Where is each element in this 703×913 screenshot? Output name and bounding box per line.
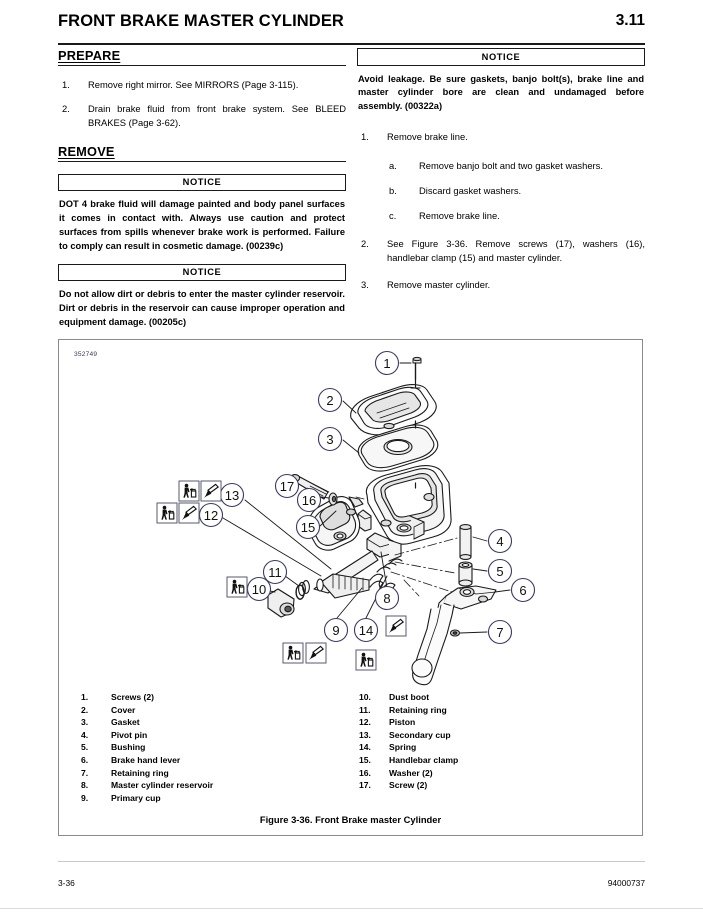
lubricant-cone-icon <box>386 616 406 636</box>
left-column <box>58 48 346 340</box>
legend-label: Gasket <box>111 717 140 728</box>
notice-bar-label: NOTICE <box>58 264 346 282</box>
remove-step-list-cont <box>357 237 645 292</box>
svg-text:16: 16 <box>301 493 317 508</box>
svg-text:9: 9 <box>332 623 340 638</box>
legend-label: Piston <box>389 717 416 728</box>
legend-number: 13. <box>359 729 371 740</box>
callout-13 <box>221 484 244 507</box>
svg-text:17: 17 <box>279 479 295 494</box>
remove-step-list <box>357 130 645 144</box>
legend-number: 5. <box>81 742 89 753</box>
legend-label: Master cylinder reservoir <box>111 780 214 791</box>
part-master-cylinder-reservoir <box>358 466 451 561</box>
callout-6 <box>512 579 535 602</box>
callout-1 <box>376 352 399 375</box>
svg-text:4: 4 <box>496 534 504 549</box>
legend-number: 9. <box>81 792 89 803</box>
callout-10 <box>248 578 271 601</box>
step-text: Remove right mirror. See MIRRORS (Page 3-115). <box>88 79 299 90</box>
svg-text:11: 11 <box>268 565 282 580</box>
step-text: See Figure 3-36. Remove screws (17), washers (16), handlebar clamp (15) and master cylinder. <box>387 237 645 263</box>
grease-person-icon <box>179 481 199 501</box>
footer-document-number: 94000737 <box>607 878 645 888</box>
part-bushing <box>459 562 472 586</box>
sub-step-number: a. <box>389 160 397 172</box>
step-number: 2. <box>361 237 369 249</box>
legend-label: Dust boot <box>389 692 430 702</box>
part-washer <box>329 493 337 505</box>
list-item <box>58 78 346 92</box>
legend-label: Retaining ring <box>111 767 169 778</box>
legend-number: 14. <box>359 742 371 753</box>
callout-12 <box>200 504 223 527</box>
callout-14 <box>355 619 378 642</box>
legend-number: 1. <box>81 692 89 702</box>
callout-17 <box>276 475 299 498</box>
list-item <box>357 130 645 144</box>
part-retaining-ring-7 <box>451 630 460 636</box>
legend-label: Cover <box>111 704 136 715</box>
page-header <box>58 12 645 42</box>
legend-label: Retaining ring <box>389 704 447 715</box>
sub-step-number: c. <box>389 210 397 222</box>
list-item <box>357 184 645 198</box>
svg-text:13: 13 <box>224 488 240 503</box>
part-dust-boot <box>268 589 294 617</box>
legend-label: Primary cup <box>111 792 161 803</box>
right-column <box>357 48 645 302</box>
callout-8 <box>376 587 399 610</box>
callout-5 <box>489 560 512 583</box>
svg-text:7: 7 <box>496 625 504 640</box>
lubricant-cone-icon <box>306 643 326 663</box>
footer-divider <box>58 861 645 862</box>
legend-number: 16. <box>359 767 371 778</box>
step-text: Remove brake line. <box>387 131 468 143</box>
sub-step-text: Remove brake line. <box>419 210 500 222</box>
figure-legend <box>59 692 644 802</box>
svg-text:2: 2 <box>326 393 334 408</box>
legend-label: Handlebar clamp <box>389 754 459 765</box>
grease-person-icon <box>157 503 177 523</box>
svg-text:14: 14 <box>358 623 374 638</box>
callout-9 <box>325 619 348 642</box>
lubricant-cone-icon <box>179 503 199 523</box>
step-number: 1. <box>361 131 369 143</box>
piston-assembly <box>303 574 369 598</box>
legend-label: Pivot pin <box>111 729 148 740</box>
legend-number: 7. <box>81 767 89 778</box>
part-pivot-pin <box>460 525 471 560</box>
legend-number: 17. <box>359 780 371 791</box>
legend-label: Spring <box>389 742 417 753</box>
legend-number: 8. <box>81 780 89 791</box>
legend-label: Secondary cup <box>389 729 451 740</box>
legend-label: Bushing <box>111 742 146 753</box>
svg-text:6: 6 <box>519 583 527 598</box>
svg-text:3: 3 <box>326 432 334 447</box>
svg-text:1: 1 <box>383 356 391 371</box>
header-divider <box>58 43 645 45</box>
legend-number: 12. <box>359 717 371 728</box>
callout-3 <box>319 428 342 451</box>
part-screws <box>413 357 421 379</box>
figure-3-36 <box>58 339 643 836</box>
svg-text:8: 8 <box>383 591 391 606</box>
callout-2 <box>319 389 342 412</box>
notice-bar-label: NOTICE <box>58 174 346 192</box>
svg-text:12: 12 <box>203 508 219 523</box>
sub-step-text: Discard gasket washers. <box>419 185 522 197</box>
notice-box-debris <box>58 264 346 330</box>
legend-label: Screws (2) <box>111 692 154 702</box>
callout-15 <box>297 516 320 539</box>
list-item <box>357 237 645 265</box>
legend-number: 15. <box>359 754 371 765</box>
page-title: FRONT BRAKE MASTER CYLINDER <box>58 12 344 30</box>
legend-label: Brake hand lever <box>111 754 181 765</box>
legend-label: Screw (2) <box>389 780 428 791</box>
notice-body-text: DOT 4 brake fluid will damage painted and body panel surfaces it comes in contact with. Always use caution and protect surfaces from spills whenever brake work is performed. Failure to comply can result in cosmetic damage. (00239c) <box>59 199 345 252</box>
legend-label: Washer (2) <box>389 767 433 778</box>
svg-text:10: 10 <box>251 582 267 597</box>
heading-prepare: PREPARE <box>58 48 346 66</box>
grease-person-icon <box>283 643 303 663</box>
legend-number: 11. <box>359 704 371 715</box>
legend-number: 3. <box>81 717 89 728</box>
section-number: 3.11 <box>615 12 645 29</box>
legend-number: 2. <box>81 704 89 715</box>
svg-text:15: 15 <box>300 520 316 535</box>
prepare-step-list <box>58 78 346 130</box>
notice-box-brake-fluid <box>58 174 346 254</box>
callout-4 <box>489 530 512 553</box>
list-item <box>58 102 346 130</box>
remove-sub-step-list <box>357 159 645 223</box>
legend-number: 6. <box>81 754 89 765</box>
figure-id-number: 352749 <box>74 351 98 358</box>
notice-box-leakage <box>357 48 645 114</box>
step-number: 1. <box>62 79 70 90</box>
footer-page-number: 3-36 <box>58 878 75 888</box>
lubricant-cone-icon <box>201 481 221 501</box>
notice-body-text: Avoid leakage. Be sure gaskets, banjo bolt(s), brake line and master cylinder bore are clean and undamaged before assembly. (00322a) <box>358 73 644 112</box>
step-text: Remove master cylinder. <box>387 278 491 290</box>
svg-text:5: 5 <box>496 564 504 579</box>
step-number: 2. <box>62 102 70 114</box>
legend-number: 4. <box>81 729 89 740</box>
page-bottom-edge <box>0 908 703 909</box>
list-item <box>357 159 645 173</box>
step-number: 3. <box>361 278 369 290</box>
callout-7 <box>489 621 512 644</box>
legend-number: 10. <box>359 692 371 702</box>
sub-step-number: b. <box>389 185 397 197</box>
figure-caption: Figure 3-36. Front Brake master Cylinder <box>259 814 442 825</box>
list-item <box>357 209 645 223</box>
notice-bar-label: NOTICE <box>357 48 645 66</box>
notice-body-text: Do not allow dirt or debris to enter the master cylinder reservoir. Dirt or debris in the reservoir can cause improper operation and equipment damage. (00205c) <box>59 289 345 328</box>
callout-16 <box>298 489 321 512</box>
heading-remove: REMOVE <box>58 144 346 162</box>
sub-step-text: Remove banjo bolt and two gasket washers. <box>419 160 603 172</box>
step-text: Drain brake fluid from front brake system. See BLEED BRAKES (Page 3-62). <box>88 102 346 128</box>
grease-person-icon <box>356 650 376 670</box>
grease-person-icon <box>227 577 247 597</box>
list-item <box>357 278 645 292</box>
